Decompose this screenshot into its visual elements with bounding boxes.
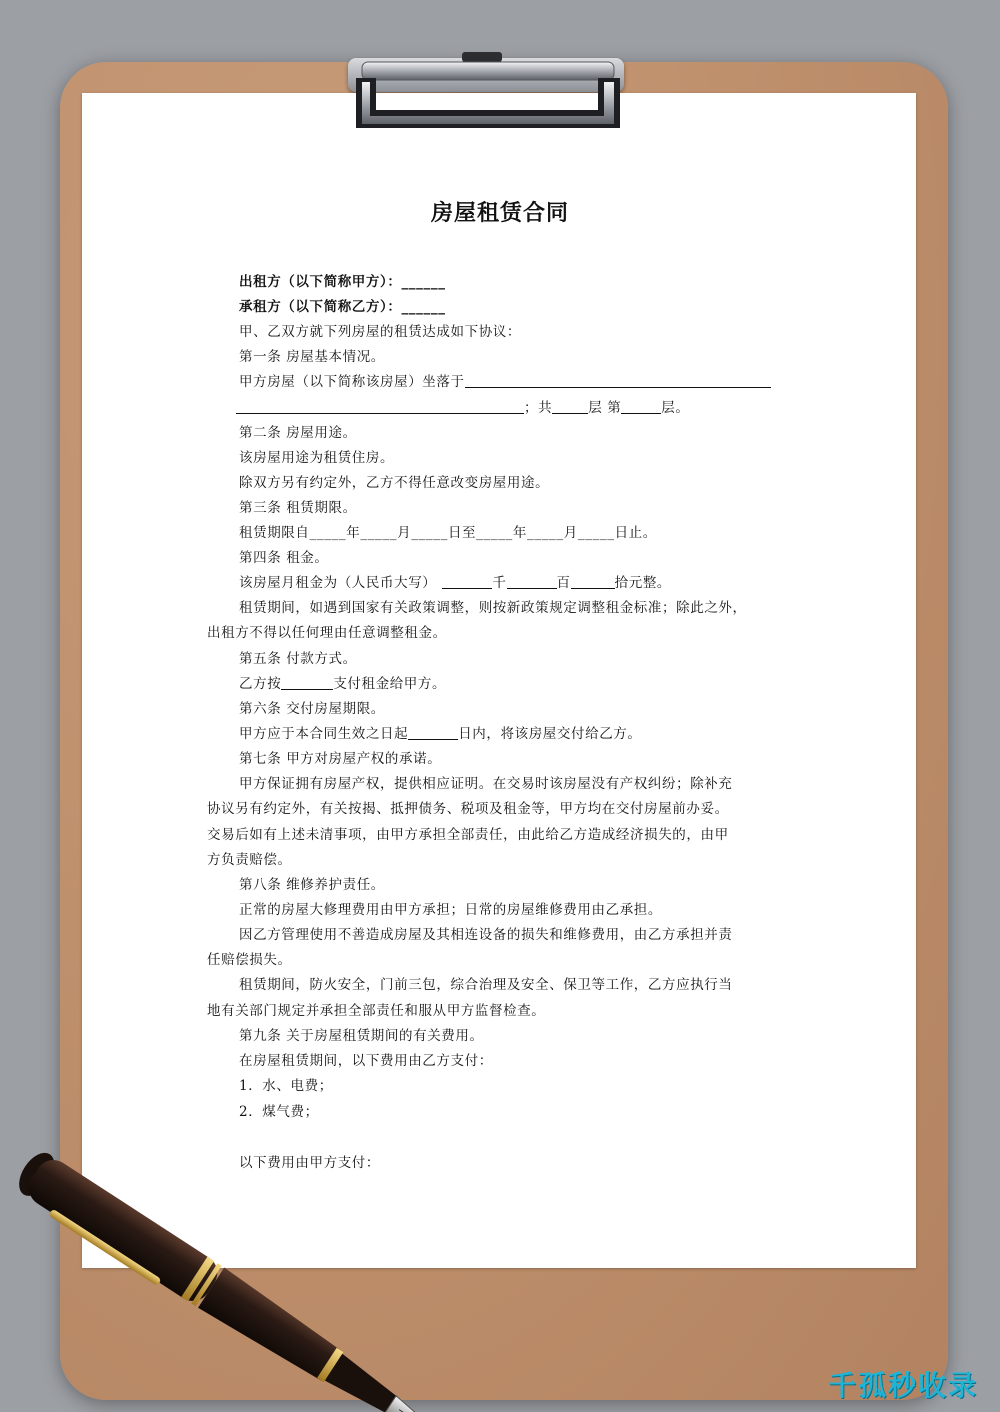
- floor-number-label: 层 第: [588, 400, 622, 416]
- intro-text: 甲、乙双方就下列房屋的租赁达成如下协议：: [239, 324, 521, 340]
- article-9-title: 第九条 关于房屋租赁期间的有关费用。: [239, 1028, 484, 1044]
- lessor-blank: ______: [401, 274, 446, 290]
- location-blank: [465, 374, 771, 388]
- rent-label: 该房屋月租金为（人民币大写）: [239, 575, 437, 591]
- article-8-p2-line2: 任赔偿损失。: [207, 952, 292, 968]
- article-1-location: [239, 370, 771, 390]
- article-9-item2: 2．煤气费；: [239, 1104, 319, 1120]
- article-7-line2: 协议另有约定外，有关按揭、抵押债务、税项及租金等，甲方均在交付房屋前办妥。: [207, 801, 729, 817]
- watermark-logo: 千孤秒收录: [827, 1369, 978, 1402]
- article-9-p2: 以下费用由甲方支付：: [239, 1155, 380, 1171]
- rent-blank-1: [442, 575, 492, 589]
- location-blank-2: [236, 400, 524, 414]
- floor-total-label: ；共: [524, 400, 553, 416]
- article-6-p1: [239, 722, 642, 742]
- article-7-line4: 方负责赔偿。: [207, 852, 292, 868]
- article-5-p1: [239, 672, 446, 692]
- lessee-label: 承租方（以下简称乙方）：: [239, 299, 402, 315]
- article-9-p1: 在房屋租赁期间，以下费用由乙方支付：: [239, 1053, 493, 1069]
- lessee-blank: ______: [401, 299, 446, 315]
- article-4-p2-line2: 出租方不得以任何理由任意调整租金。: [207, 625, 447, 641]
- contract-paper: [82, 93, 916, 1268]
- lessor-line: [239, 270, 446, 290]
- article-3-title: 第三条 租赁期限。: [239, 500, 357, 516]
- floor-suffix: 层。: [661, 400, 690, 416]
- article-1-floors: [236, 396, 690, 416]
- article-9-item1: 1．水、电费；: [239, 1078, 333, 1094]
- article-6-title: 第六条 交付房屋期限。: [239, 701, 385, 717]
- article-8-p1: 正常的房屋大修理费用由甲方承担；日常的房屋维修费用由乙承担。: [239, 902, 662, 918]
- rent-thousand: 千: [492, 575, 507, 591]
- payment-suffix: 支付租金给甲方。: [333, 676, 447, 692]
- article-2-title: 第二条 房屋用途。: [239, 425, 357, 441]
- rent-blank-2: [507, 575, 557, 589]
- article-8-p2-line1: 因乙方管理使用不善造成房屋及其相连设备的损失和维修费用，由乙方承担并责: [239, 927, 733, 943]
- delivery-blank: [408, 726, 458, 740]
- article-7-title: 第七条 甲方对房屋产权的承诺。: [239, 751, 442, 767]
- article-3-p1: 租赁期限自_____年_____月_____日至_____年_____月_____日止。: [239, 525, 657, 541]
- floor-total-blank: [552, 400, 588, 414]
- article-4-p2-line1: 租赁期间，如遇到国家有关政策调整，则按新政策规定调整租金标准；除此之外，: [239, 600, 747, 616]
- article-1-title: 第一条 房屋基本情况。: [239, 349, 385, 365]
- clip-icon: [352, 52, 624, 132]
- floor-number-blank: [621, 400, 661, 414]
- article-5-title: 第五条 付款方式。: [239, 651, 357, 667]
- article-7-line3: 交易后如有上述未清事项，由甲方承担全部责任，由此给乙方造成经济损失的，由甲: [207, 827, 729, 843]
- article-2-p2: 除双方另有约定外，乙方不得任意改变房屋用途。: [239, 475, 550, 491]
- fountain-pen-icon: [0, 1150, 560, 1412]
- rent-blank-3: [571, 575, 615, 589]
- rent-hundred: 百: [556, 575, 571, 591]
- article-8-p3-line1: 租赁期间，防火安全，门前三包，综合治理及安全、保卫等工作，乙方应执行当: [239, 977, 733, 993]
- article-7-line1: 甲方保证拥有房屋产权，提供相应证明。在交易时该房屋没有产权纠纷；除补充: [239, 776, 733, 792]
- payment-blank: [281, 676, 333, 690]
- article-8-title: 第八条 维修养护责任。: [239, 877, 385, 893]
- article-2-p1: 该房屋用途为租赁住房。: [239, 450, 395, 466]
- payment-label: 乙方按: [239, 676, 282, 692]
- delivery-label: 甲方应于本合同生效之日起: [239, 726, 409, 742]
- page-title: 房屋租赁合同: [430, 200, 569, 226]
- location-label: 甲方房屋（以下简称该房屋）坐落于: [239, 374, 465, 390]
- article-4-title: 第四条 租金。: [239, 550, 329, 566]
- article-8-p3-line2: 地有关部门规定并承担全部责任和服从甲方监督检查。: [207, 1003, 546, 1019]
- article-4-rent: [239, 571, 671, 591]
- lessor-label: 出租方（以下简称甲方）：: [239, 274, 402, 290]
- rent-suffix: 拾元整。: [614, 575, 672, 591]
- delivery-suffix: 日内，将该房屋交付给乙方。: [458, 726, 642, 742]
- lessee-line: [239, 295, 446, 315]
